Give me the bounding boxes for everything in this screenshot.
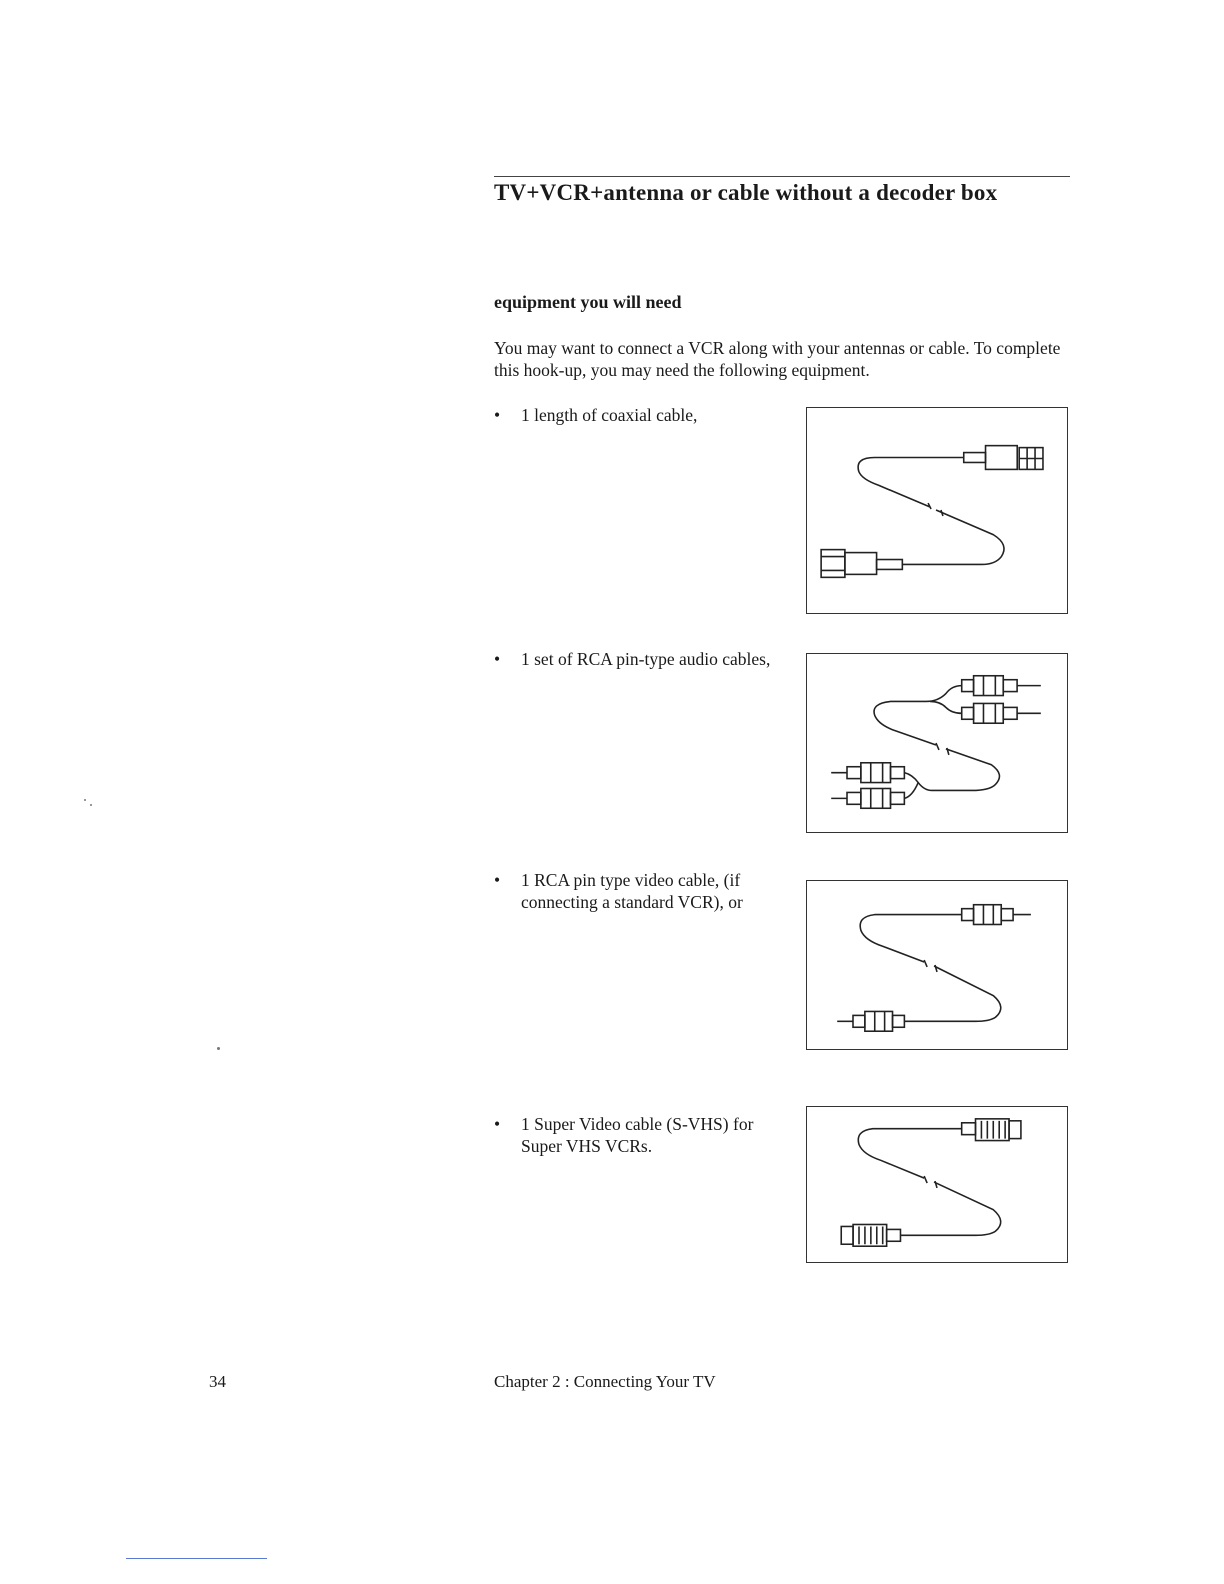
rca-video-cable-figure (806, 880, 1068, 1050)
rca-audio-cable-figure (806, 653, 1068, 833)
bullet: • (494, 870, 501, 890)
bullet: • (494, 405, 501, 425)
rca-audio-cable-pair-icon (807, 654, 1067, 832)
section-heading: equipment you will need (494, 292, 682, 312)
list-item-text: 1 RCA pin type video cable, (if connecting a standard VCR), or (521, 870, 743, 912)
bullet: • (494, 1114, 501, 1134)
scan-speck (84, 799, 86, 801)
list-item-text: 1 set of RCA pin-type audio cables, (521, 649, 771, 669)
coaxial-cable-figure (806, 407, 1068, 614)
coaxial-cable-icon (807, 408, 1067, 613)
intro-paragraph: You may want to connect a VCR along with your antennas or cable. To complete this hook-up, you may need the following equipment. (494, 338, 1061, 380)
s-video-cable-icon (807, 1107, 1067, 1262)
title-rule (494, 176, 1070, 177)
page-title: TV+VCR+antenna or cable without a decoder box (494, 180, 998, 205)
scan-speck (90, 804, 92, 806)
bullet: • (494, 649, 501, 669)
chapter-footer: Chapter 2 : Connecting Your TV (494, 1372, 716, 1391)
page-number: 34 (209, 1372, 226, 1391)
scan-speck (217, 1047, 220, 1050)
s-video-cable-figure (806, 1106, 1068, 1263)
rca-video-cable-icon (807, 881, 1067, 1049)
list-item-text: 1 Super Video cable (S-VHS) for Super VHS VCRs. (521, 1114, 754, 1156)
list-item-text: 1 length of coaxial cable, (521, 405, 698, 425)
scan-edge-line (126, 1558, 267, 1559)
